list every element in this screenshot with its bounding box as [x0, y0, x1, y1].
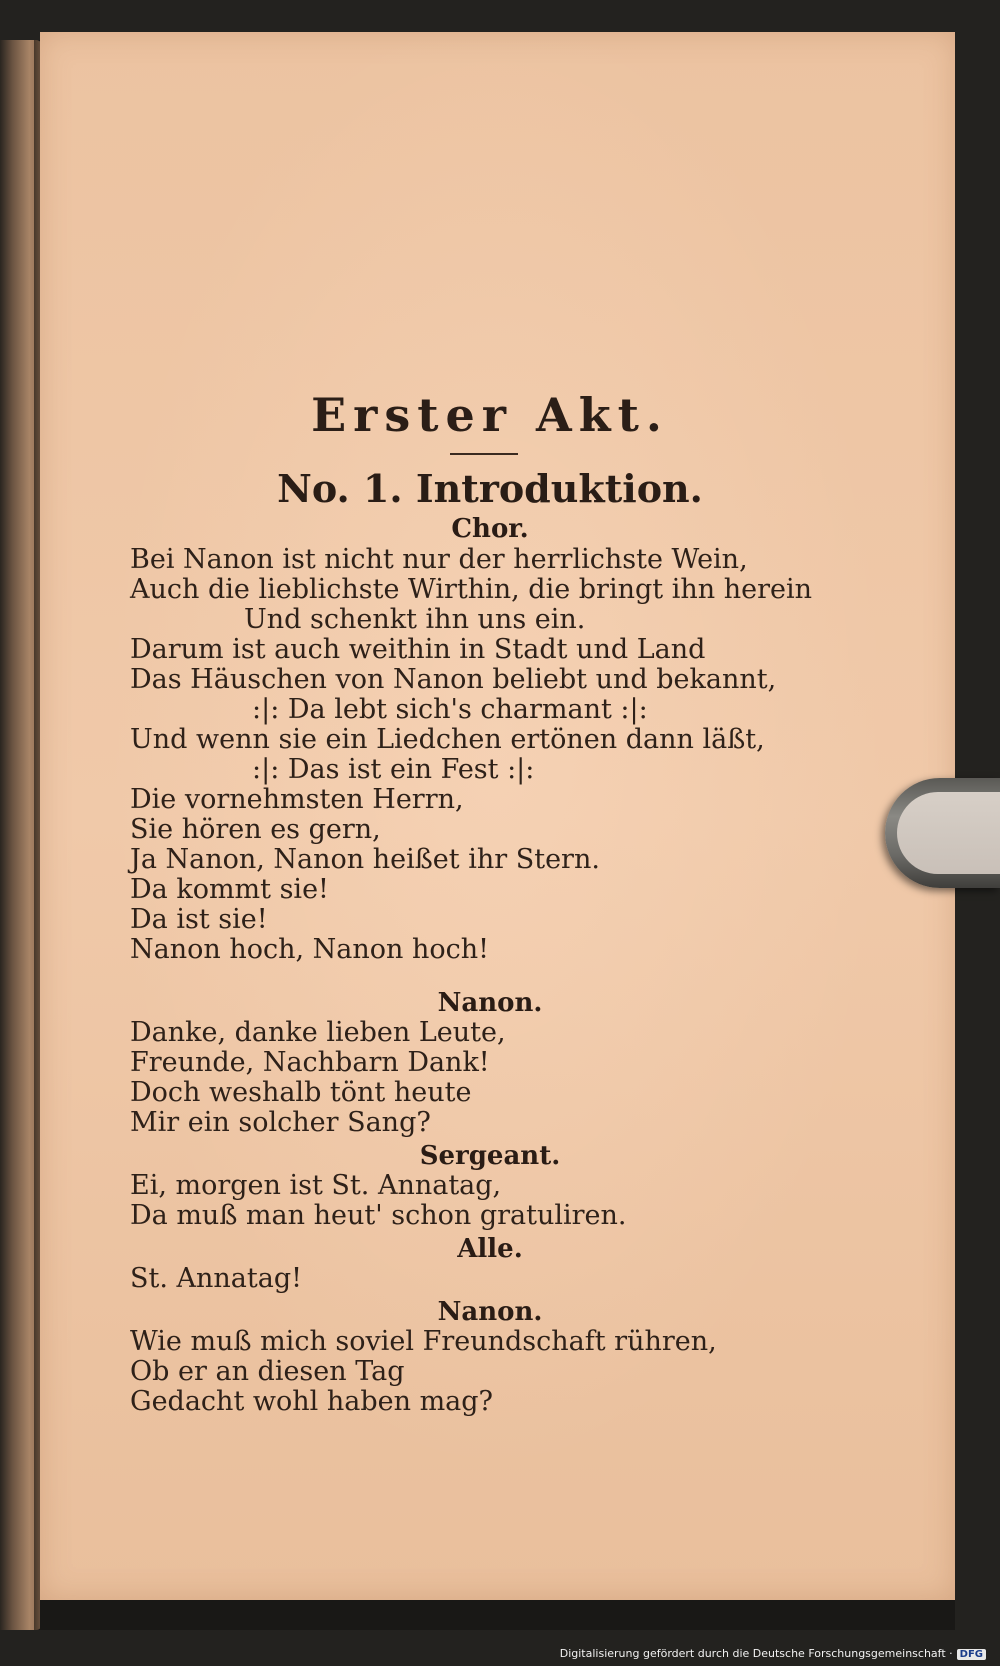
verse-line: Doch weshalb tönt heute	[130, 1077, 472, 1108]
verse-line: Und wenn sie ein Liedchen ertönen dann läßt,	[130, 724, 765, 755]
speaker-label: Sergeant.	[419, 1141, 561, 1171]
verse-line: Nanon hoch, Nanon hoch!	[130, 934, 490, 965]
verse-line: Bei Nanon ist nicht nur der herrlichste Wein,	[130, 544, 748, 575]
speaker-label: Nanon.	[437, 1297, 543, 1327]
speaker-label: Alle.	[457, 1234, 523, 1264]
verse-line: Das Häuschen von Nanon beliebt und bekannt,	[130, 664, 777, 695]
digitization-credit	[560, 1647, 986, 1660]
verse-line: Und schenkt ihn uns ein.	[244, 604, 586, 635]
verse-line: Sie hören es gern,	[130, 814, 381, 845]
verse-line: Die vornehmsten Herrn,	[130, 784, 464, 815]
verse-line: Wie muß mich soviel Freundschaft rühren,	[130, 1326, 717, 1357]
speaker-label: Chor.	[451, 514, 529, 544]
verse-line: Gedacht wohl haben mag?	[130, 1386, 494, 1417]
verse-line: Mir ein solcher Sang?	[130, 1107, 431, 1138]
verse-line: :|: Da lebt sich's charmant :|:	[252, 694, 648, 725]
verse-line: Auch die lieblichste Wirthin, die bringt ihn herein	[130, 574, 812, 605]
speaker-label: Nanon.	[437, 988, 543, 1018]
verse-line: Ob er an diesen Tag	[130, 1356, 405, 1387]
title-rule	[450, 453, 518, 455]
verse-line: St. Annatag!	[130, 1263, 302, 1294]
verse-line: Ei, morgen ist St. Annatag,	[130, 1170, 502, 1201]
number-title: No. 1. Introduktion.	[277, 466, 703, 511]
verse-line: Da ist sie!	[130, 904, 268, 935]
verse-line: Da muß man heut' schon gratuliren.	[130, 1200, 627, 1231]
act-title: Erster Akt.	[311, 388, 669, 442]
verse-line: Freunde, Nachbarn Dank!	[130, 1047, 490, 1078]
page-bottom-shadow	[40, 1600, 955, 1630]
verse-line: Ja Nanon, Nanon heißet ihr Stern.	[130, 844, 600, 875]
dfg-logo: DFG	[957, 1649, 986, 1660]
credit-text: Digitalisierung gefördert durch die Deutsche Forschungsgemeinschaft ·	[559, 1647, 953, 1660]
verse-line: Da kommt sie!	[130, 874, 329, 905]
verse-line: Darum ist auch weithin in Stadt und Land	[130, 634, 706, 665]
page-clip-inner	[897, 792, 1000, 874]
verse-line: Danke, danke lieben Leute,	[130, 1017, 506, 1048]
verse-line: :|: Das ist ein Fest :|:	[252, 754, 535, 785]
